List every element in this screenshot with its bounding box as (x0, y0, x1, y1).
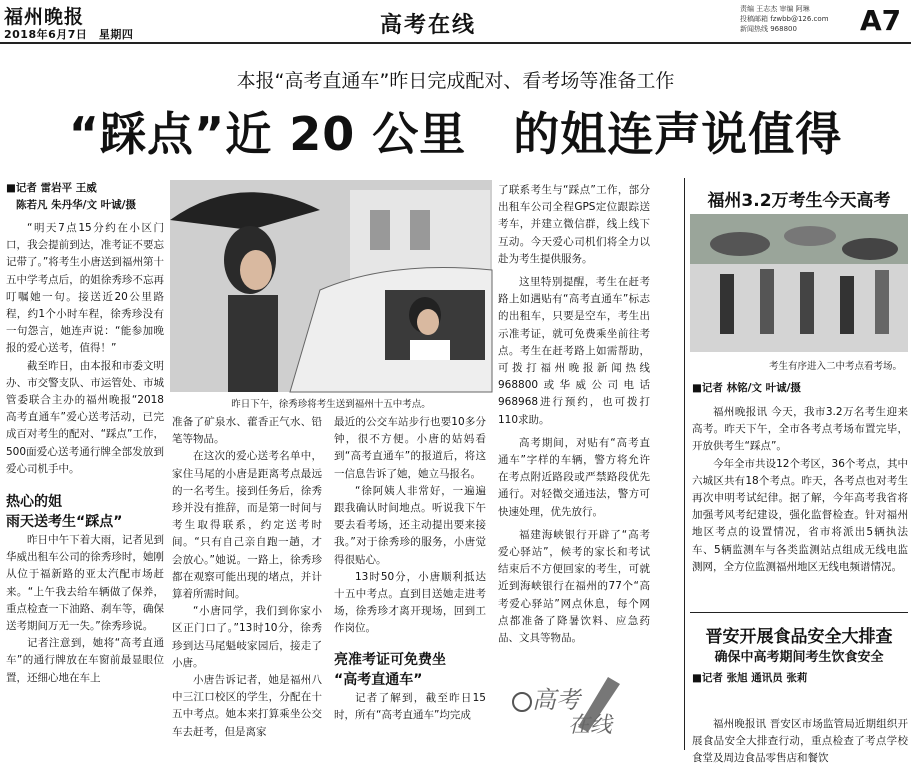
side-byline: ■记者 林铭/文 叶诚/摄 (692, 382, 801, 394)
byline-photo: 陈若凡 朱丹华/文 叶诚/摄 (16, 199, 136, 211)
subheading: 雨天送考生“踩点” (6, 514, 123, 531)
paragraph: 昨日中午下着大雨，记者见到华威出租车公司的徐秀珍时，她刚从位于福新路的亚太汽配市场赶来。“上午我去给车辆做了保养，重点检查一下油路、刹车等，确保送考期间万无一失。”徐秀珍说。 (6, 534, 164, 633)
body-text (6, 220, 164, 478)
editor-credits (740, 4, 850, 34)
side-story-photo (690, 214, 908, 352)
subheading: “高考直通车” (334, 671, 423, 688)
side-story-body (692, 404, 908, 576)
paragraph: 记者了解到，截至昨日15时，所有“高考直通车”均完成 (334, 691, 486, 721)
paragraph: 福州晚报讯 晋安区市场监管局近期组织开展食品安全大排查行动，重点检查了考点学校食堂及周边食品零售店和餐饮 (692, 718, 908, 765)
paragraph: 在这次的爱心送考名单中，家住马尾的小唐是距离考点最远的一名考生。接到任务后，徐秀珍并没有推辞，而是第一时间与考生取得联系，约定送考时间。“只有自己亲自跑一趟，才会放心。”她说。一路上，徐秀珍都在观察可能出现的堵点，并计算着所需时间。 (172, 450, 322, 601)
byline: ■记者 雷岩平 王威 (6, 182, 97, 194)
credit-line: 新闻热线 968800 (740, 25, 797, 33)
section-badge-logo (508, 672, 638, 742)
article-column-3 (334, 414, 486, 724)
paragraph: 记者注意到，她将“高考直通车”的通行牌放在车窗前最显眼位置，还细心地在车上 (6, 637, 164, 684)
side-story-2-title: 晋安开展食品安全大排查 (705, 627, 893, 647)
article-column-1 (6, 180, 164, 687)
article-subhead: 本报“高考直通车”昨日完成配对、看考场等准备工作 (236, 70, 675, 92)
side-story-2-body (692, 716, 908, 768)
credit-line: 投稿邮箱 fzwbb@126.com (740, 15, 829, 23)
side-2-byline: ■记者 张旭 通讯员 张莉 (692, 672, 808, 684)
paragraph: 截至昨日，由本报和市委文明办、市交警支队、市运管处、市城管委联合主办的福州晚报“2018高考直通车”爱心送考活动，已完成百对考生的配对、“踩点”工作，500面爱心送考通行牌全部发放到爱心司机手中。 (6, 359, 164, 475)
article-photo (170, 180, 492, 392)
badge-text: 高考 (532, 686, 580, 714)
paragraph: 准备了矿泉水、藿香正气水、铅笔等物品。 (172, 416, 322, 446)
paragraph: 福建海峡银行开辟了“高考爱心驿站”，候考的家长和考试结束后不方便回家的考生，可就近到海峡银行在福州的77个“高考爱心驿站”网点休息，每个网点都准备了降暑饮料、应急药品、文具等物品。 (498, 528, 650, 645)
body-text (334, 414, 486, 638)
article-column-4 (498, 182, 650, 647)
paragraph: “明天7点15分约在小区门口，我会提前到达，准考证不要忘记带了。”将考生小唐送到福州第十五中学考点后，的姐徐秀珍不忘再叮嘱她一句。接送近20公里路程，约1个小时车程，徐秀珍没有一句怨言，她连声说：“能参加晚报的爱心送考，值得！” (6, 222, 164, 355)
paragraph: 高考期间，对贴有“高考直通车”字样的车辆，警方将允许在考点附近路段或严禁路段优先通行。对轻微交通违法，警方可快速处理，优先放行。 (498, 436, 650, 518)
paragraph: 13时50分，小唐顺利抵达十五中考点。直到目送她走进考场，徐秀珍才离开现场，回到工作岗位。 (334, 570, 486, 635)
column-divider (684, 178, 685, 750)
paragraph: 最近的公交车站步行也要10多分钟，很不方便。小唐的姑妈看到“高考直通车”的报道后，将这一信息告诉了她，她立马报名。 (334, 416, 486, 480)
credit-line: 责编 王志杰 审编 阿琳 (740, 5, 810, 13)
body-text (6, 532, 164, 687)
paragraph: “小唐同学，我们到你家小区正门口了。”13时10分，徐秀珍到达马尾魁岐家园后，接走了小唐。 (172, 605, 322, 669)
side-story-title: 福州3.2万考生今天高考 (707, 191, 891, 211)
paragraph: 了联系考生与“踩点”工作，部分出租车公司全程GPS定位跟踪送考车，并建立微信群，线上线下互动。今天爱心司机们将全力以赴为考生提供服务。 (498, 184, 650, 265)
article-column-2 (172, 414, 322, 741)
subheading: 热心的姐 (6, 494, 62, 511)
side-photo-caption: 考生有序进入二中考点看考场。 (768, 361, 902, 372)
paragraph: 小唐告诉记者，她是福州八中三江口校区的学生，分配在十五中考点。她本来打算乘坐公交车去赶考，但是离家 (172, 674, 322, 738)
photo-caption: 昨日下午，徐秀珍将考生送到福州十五中考点。 (231, 399, 431, 410)
subheading: 亮准考证可免费坐 (334, 651, 446, 668)
article-headline: “踩点”近 20 公里 的姐连声说值得 (68, 107, 843, 161)
issue-date: 2018年6月7日 星期四 (4, 28, 134, 41)
paragraph: 今年全市共设12个考区，36个考点，其中六城区共有18个考点。昨天，各考点也对考生再次申明考试纪律。据了解，今年高考我省将加强考风考纪建设，强化监督检查。针对福州地区考点的设置情况，省市将派出5辆执法车、5辆监测车与各类监测站点组成无线电监测网，全方位监测福州地区无线电频谱情况。 (692, 457, 908, 573)
paragraph: 这里特别提醒，考生在赶考路上如遇贴有“高考直通车”标志的出租车，只要是空车，考生出示准考证，就可免费乘坐前往考点。考生在赶考路上如需帮助，可拨打福州晚报新闻热线968800或华威公司电话968968进行预约，也可拨打110求助。 (498, 276, 650, 426)
body-text (334, 690, 486, 724)
page-number: A7 (860, 4, 902, 37)
story-divider (690, 612, 908, 613)
paragraph: 福州晚报讯 今天，我市3.2万名考生迎来高考。昨天下午，全市各考点考场布置完毕，开放供考生“踩点”。 (692, 406, 908, 453)
section-title: 高考在线 (380, 13, 477, 38)
side-story-2-subtitle: 确保中高考期间考生饮食安全 (714, 650, 884, 665)
paragraph: “徐阿姨人非常好，一遍遍跟我确认时间地点。听说我下午要去看考场，还主动提出要来接我。”对于徐秀珍的服务，小唐觉得很贴心。 (334, 484, 486, 566)
newspaper-logo: 福州晚报 (4, 6, 85, 28)
badge-text: 在线 (568, 713, 613, 738)
